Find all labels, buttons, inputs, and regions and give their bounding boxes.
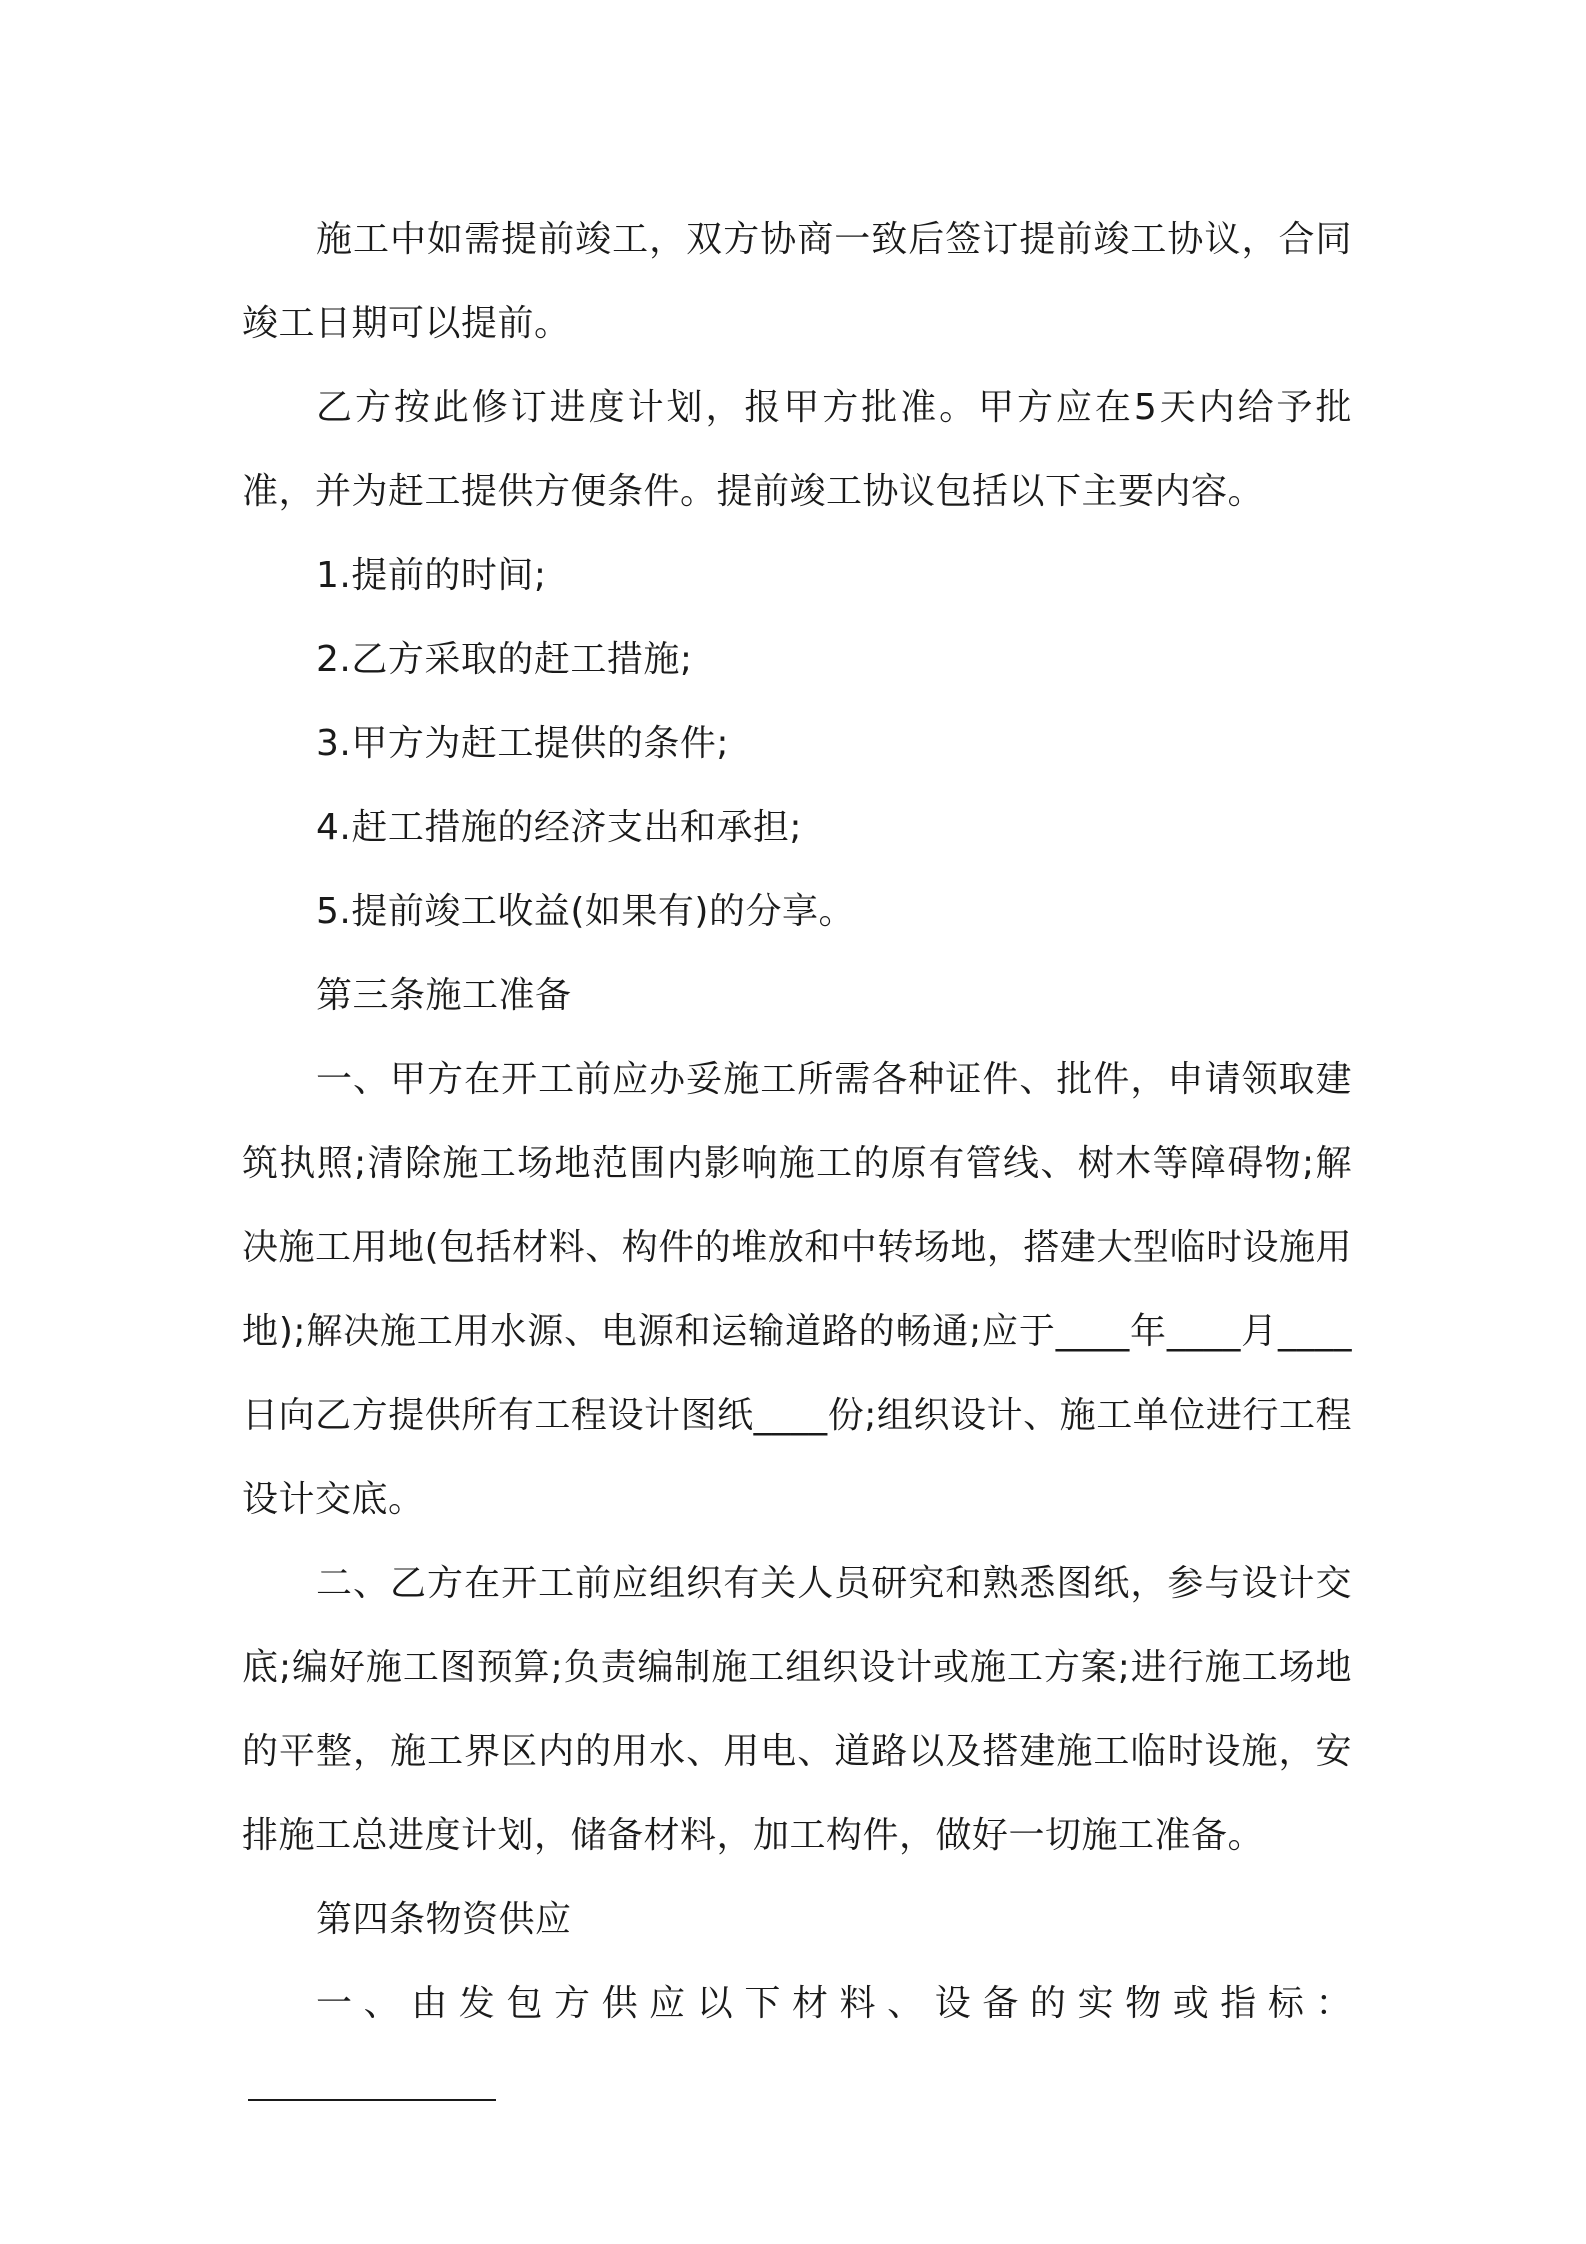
list-item: 5.提前竣工收益(如果有)的分享。	[316, 891, 855, 932]
paragraph-party-b-preparation: 二、乙方在开工前应组织有关人员研究和熟悉图纸，参与设计交底;编好施工图预算;负责编制施工组织设计或施工方案;进行施工场地的平整，施工界区内的用水、用电、道路以及搭建施工临时设施，安排施工总进度计划，储备材料，加工构件，做好一切施工准备。	[242, 1563, 1352, 1856]
document-body	[242, 198, 1352, 2130]
paragraph-material-supply	[242, 1962, 1352, 2130]
list-item: 4.赶工措施的经济支出和承担;	[316, 807, 802, 848]
section-heading-article-3: 第三条施工准备	[316, 975, 572, 1016]
list-item: 2.乙方采取的赶工措施;	[316, 639, 693, 680]
material-supply-text: 一、由发包方供应以下材料、设备的实物或指标：	[316, 1983, 1352, 2024]
paragraph-early-completion: 施工中如需提前竣工，双方协商一致后签订提前竣工协议，合同竣工日期可以提前。	[242, 219, 1352, 344]
section-heading-article-4: 第四条物资供应	[316, 1899, 572, 1940]
blank-fill-line	[248, 2065, 496, 2101]
list-item: 1.提前的时间;	[316, 555, 547, 596]
list-item: 3.甲方为赶工提供的条件;	[316, 723, 729, 764]
paragraph-revised-schedule: 乙方按此修订进度计划，报甲方批准。甲方应在5天内给予批准，并为赶工提供方便条件。提前竣工协议包括以下主要内容。	[242, 387, 1352, 512]
paragraph-party-a-preparation: 一、甲方在开工前应办妥施工所需各种证件、批件，申请领取建筑执照;清除施工场地范围内影响施工的原有管线、树木等障碍物;解决施工用地(包括材料、构件的堆放和中转场地，搭建大型临时设施用地);解决施工用水源、电源和运输道路的畅通;应于____年____月____日向乙方提供所有工程设计图纸____份;组织设计、施工单位进行工程设计交底。	[242, 1059, 1352, 1520]
